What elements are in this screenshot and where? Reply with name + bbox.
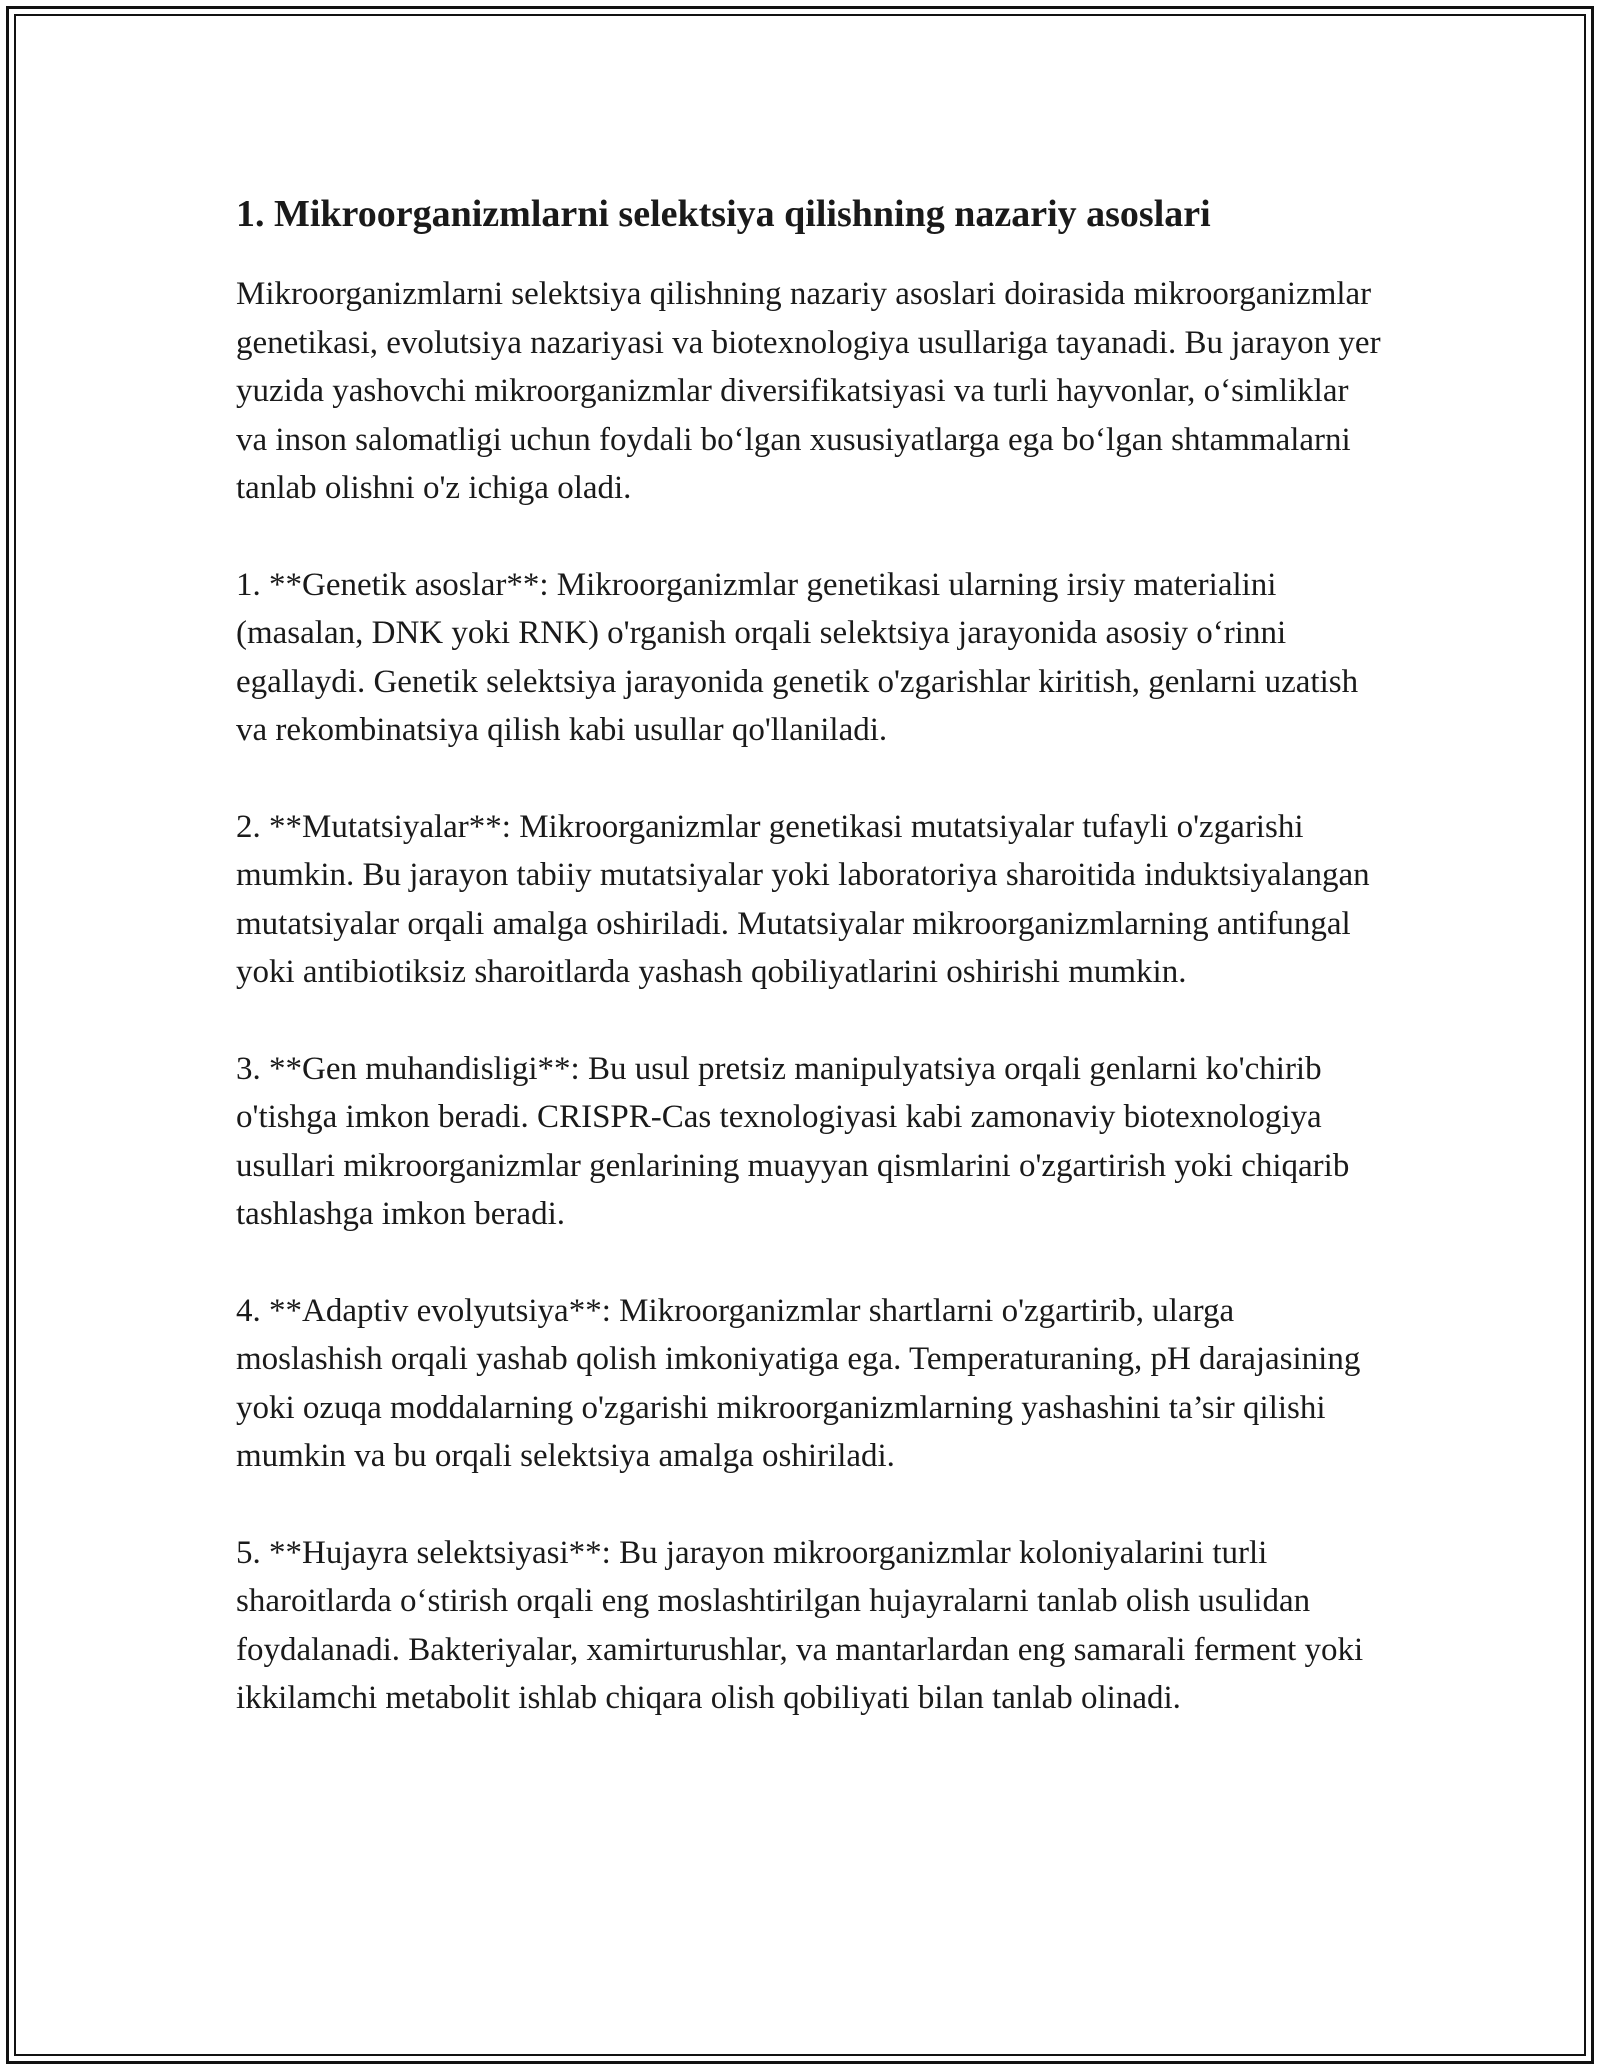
paragraph-genetic-basis: 1. **Genetik asoslar**: Mikroorganizmlar genetikasi ularning irsiy materialini (masalan, DNK yoki RNK) o'rganish orqali selektsiya jarayonida asosiy o‘rinni egallaydi. Genetik selektsiya jarayonida genetik o'zgarishlar kiritish, genlarni uzatish va rekombinatsiya qilish kabi usullar qo'llaniladi. <box>236 566 1359 748</box>
document-body <box>236 184 1386 1771</box>
intro-paragraph: Mikroorganizmlarni selektsiya qilishning nazariy asoslari doirasida mikroorganizmlar genetikasi, evolutsiya nazariyasi va biotexnologiya usullariga tayanadi. Bu jarayon yer yuzida yashovchi mikroorganizmlar diversifikatsiyasi va turli hayvonlar, o‘simliklar va inson salomatligi uchun foydali bo‘lgan xususiyatlarga ega bo‘lgan shtammalarni tanlab olishni o'z ichiga oladi. <box>236 276 1381 506</box>
paragraph-adaptive-evolution: 4. **Adaptiv evolyutsiya**: Mikroorganizmlar shartlarni o'zgartirib, ularga moslashish orqali yashab qolish imkoniyatiga ega. Temperaturaning, pH darajasining yoki ozuqa moddalarning o'zgarishi mikroorganizmlarning yashashini ta’sir qilishi mumkin va bu orqali selektsiya amalga oshiriladi. <box>236 1292 1361 1474</box>
document-title: 1. Mikroorganizmlarni selektsiya qilishning nazariy asoslari <box>236 193 1211 235</box>
paragraph-cell-selection: 5. **Hujayra selektsiyasi**: Bu jarayon mikroorganizmlar koloniyalarini turli sharoitlarda o‘stirish orqali eng moslashtirilgan hujayralarni tanlab olish usulidan foydalanadi. Bakteriyalar, xamirturushlar, va mantarlardan eng samarali ferment yoki ikkilamchi metabolit ishlab chiqara olish qobiliyati bilan tanlab olinadi. <box>236 1534 1364 1716</box>
paragraph-mutations: 2. **Mutatsiyalar**: Mikroorganizmlar genetikasi mutatsiyalar tufayli o'zgarishi mumkin. Bu jarayon tabiiy mutatsiyalar yoki laboratoriya sharoitida induktsiyalangan mutatsiyalar orqali amalga oshiriladi. Mutatsiyalar mikroorganizmlarning antifungal yoki antibiotiksiz sharoitlarda yashash qobiliyatlarini oshirishi mumkin. <box>236 808 1370 990</box>
paragraph-gene-engineering: 3. **Gen muhandisligi**: Bu usul pretsiz manipulyatsiya orqali genlarni ko'chirib o'tishga imkon beradi. CRISPR-Cas texnologiyasi kabi zamonaviy biotexnologiya usullari mikroorganizmlar genlarining muayyan qismlarini o'zgartirish yoki chiqarib tashlashga imkon beradi. <box>236 1050 1350 1232</box>
